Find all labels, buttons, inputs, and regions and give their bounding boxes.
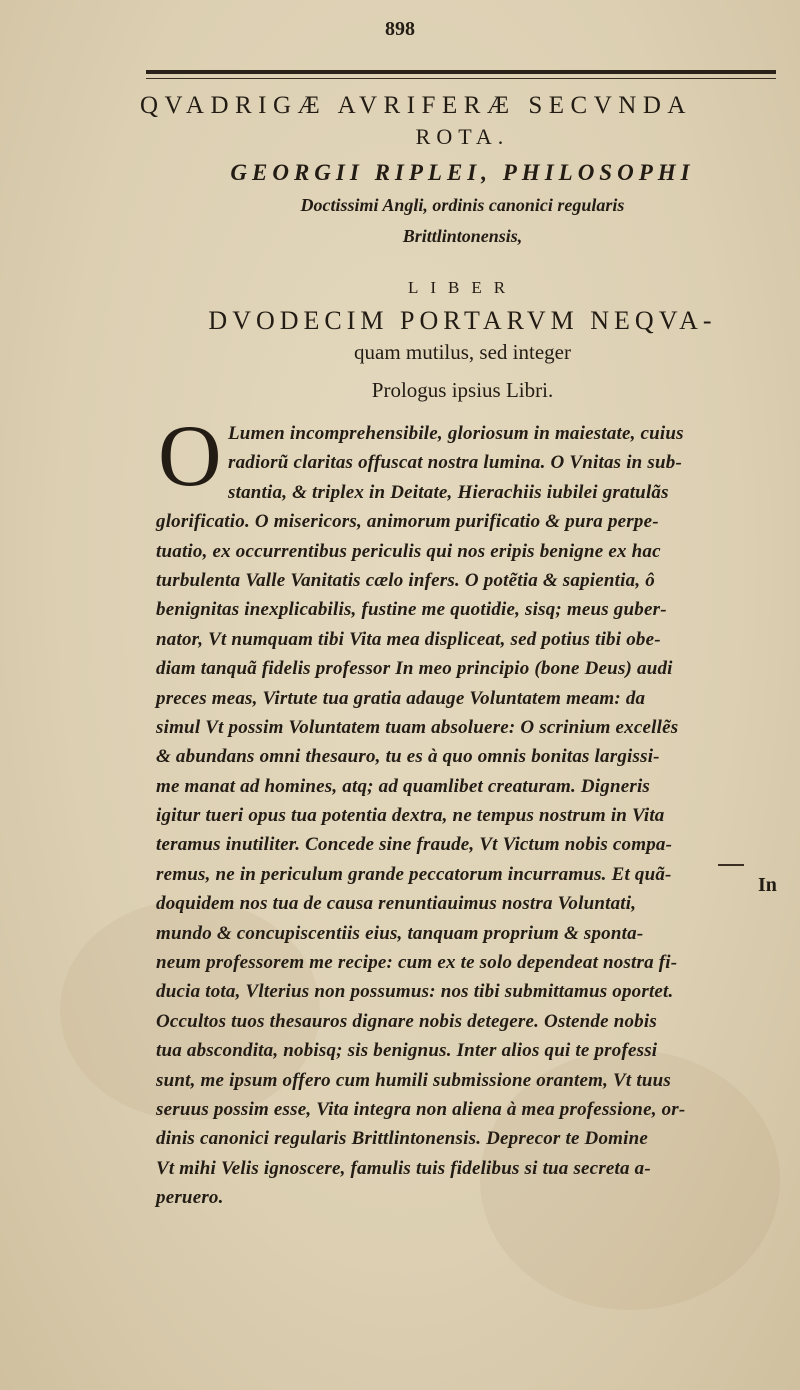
header-rule-thin (146, 78, 776, 79)
text-line: doquidem nos tua de causa renuntiauimus nostra Voluntati, (156, 893, 637, 915)
text-line: Lumen incomprehensibile, gloriosum in maiestate, cuius (228, 423, 684, 444)
drop-cap: O (158, 408, 222, 505)
main-title: QVADRIGÆ AVRIFERÆ SECVNDA (140, 92, 692, 119)
author-place: Brittlintonensis, (402, 226, 523, 246)
header-rule (146, 70, 776, 74)
main-title-rota: ROTA. (415, 124, 510, 149)
author-description: Doctissimi Angli, ordinis canonici regularis (300, 195, 625, 215)
text-line: Occultos tuos thesauros dignare nobis detegere. Ostende nobis (156, 1010, 657, 1032)
author-name: GEORGII RIPLEI, PHILOSOPHI (230, 160, 695, 185)
text-line: diam tanquã fidelis professor In meo principio (bone Deus) audi (156, 658, 673, 680)
text-line: ducia tota, Vlterius non possumus: nos tibi submittamus oportet. (156, 981, 674, 1003)
text-line: tua abscondita, nobisq; sis benignus. Inter alios qui te professi (156, 1040, 658, 1062)
text-line: remus, ne in periculum grande peccatorum incurramus. Et quã- (156, 863, 672, 885)
text-line: neum professorem me recipe: cum ex te solo dependeat nostra fi- (156, 952, 678, 974)
text-line: peruero. (156, 1187, 224, 1209)
text-line: Vt mihi Velis ignoscere, famulis tuis fidelibus si tua secreta a- (156, 1157, 651, 1179)
liber-heading: LIBER (407, 278, 518, 297)
text-line: nator, Vt numquam tibi Vita mea displiceat, sed potius tibi obe- (156, 628, 661, 650)
text-line: simul Vt possim Voluntatem tuam absoluere: O scrinium excellẽs (156, 716, 679, 738)
text-line: radiorũ claritas offuscat nostra lumina. O Vnitas in sub- (228, 452, 682, 474)
prologue-heading: Prologus ipsius Libri. (371, 378, 554, 402)
text-line: benignitas inexplicabilis, fustine me quotidie, sisq; meus guber- (156, 599, 667, 621)
text-line: glorificatio. O misericors, animorum purificatio & pura perpe- (156, 511, 659, 533)
text-line: me manat ad homines, atq; ad quamlibet creaturam. Digneris (156, 775, 651, 797)
text-line: & abundans omni thesauro, tu es à quo omnis bonitas largissi- (156, 746, 660, 768)
text-line: dinis canonici regularis Brittlintonensis. Deprecor te Domine (156, 1128, 649, 1150)
book-subtitle: quam mutilus, sed integer (354, 340, 571, 364)
text-line: stantia, & triplex in Deitate, Hierachiis iubilei gratulãs (228, 481, 669, 503)
text-line: preces meas, Virtute tua gratia adauge Voluntatem meam: da (156, 687, 646, 709)
prologue-text (156, 408, 791, 1213)
catchword-rule (718, 864, 744, 866)
text-line: teramus inutiliter. Concede sine fraude, Vt Victum nobis compa- (156, 834, 673, 856)
book-title: DVODECIM PORTARVM NEQVA- (208, 306, 717, 335)
catchword: In (758, 874, 777, 896)
text-line: turbulenta Valle Vanitatis cælo infers. O potẽtia & sapientia, ô (156, 569, 655, 591)
text-line: sunt, me ipsum offero cum humili submissione orantem, Vt tuus (156, 1069, 671, 1091)
text-line: seruus possim esse, Vita integra non aliena à mea professione, or- (156, 1098, 686, 1120)
text-line: mundo & concupiscentiis eius, tanquam proprium & sponta- (156, 922, 644, 944)
text-line: tuatio, ex occurrentibus periculis qui nos eripis benigne ex hac (156, 540, 661, 562)
text-line: igitur tueri opus tua potentia dextra, ne tempus nostrum in Vita (156, 805, 665, 827)
page-number: 898 (385, 18, 415, 40)
